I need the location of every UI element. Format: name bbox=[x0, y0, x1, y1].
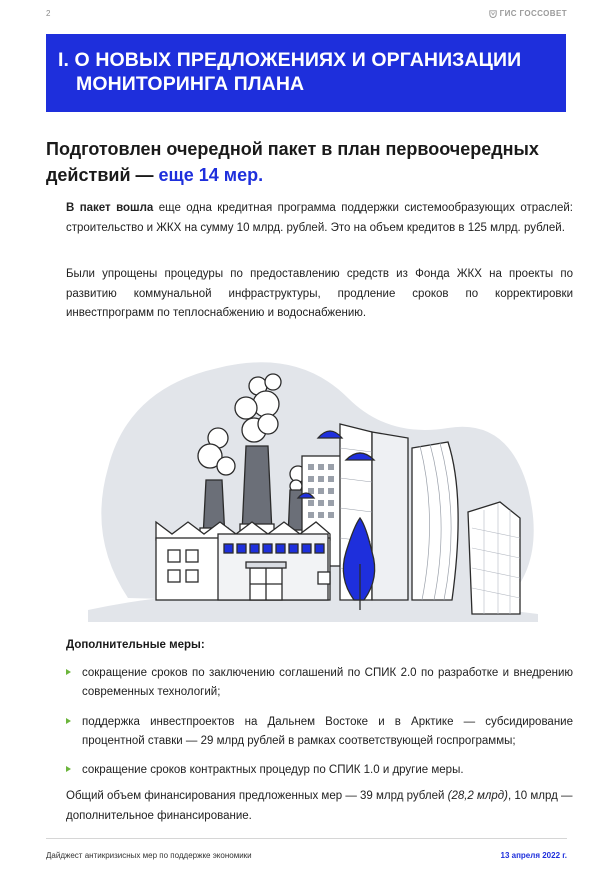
funding-summary bbox=[66, 787, 573, 826]
brand-name: ГИС ГОССОВЕТ bbox=[499, 9, 567, 18]
twisted-tower bbox=[412, 442, 458, 600]
bullet-arrow-icon bbox=[66, 669, 71, 675]
paragraph-housing-fund: Были упрощены процедуры по предоставлению средств из Фонда ЖКХ на проекты по развитию коммунальной инфраструктуры, продление сроков по корректировки инвестпрограмм по теплоснабжению и водоснабжению. bbox=[66, 268, 573, 319]
headline-line1: Подготовлен очередной пакет в план первоочередных bbox=[46, 139, 539, 159]
headline-line2 bbox=[46, 162, 576, 188]
section-banner bbox=[46, 34, 566, 112]
paragraph-lead: В пакет вошла bbox=[66, 202, 154, 214]
factory-building bbox=[156, 522, 330, 600]
headline-accent: еще 14 мер. bbox=[158, 165, 264, 185]
brand-logo bbox=[489, 9, 567, 18]
measure-text: поддержка инвестпроектов на Дальнем Востоке и в Арктике — субсидирование процентной ставки — 29 млрд рублей в рамках соответствующей госпрограммы; bbox=[82, 716, 573, 747]
factory-and-city-illustration bbox=[68, 338, 548, 628]
bullet-arrow-icon bbox=[66, 766, 71, 772]
paragraph-body: еще одна кредитная программа поддержки системообразующих отраслей: строительство и ЖКХ на сумму 10 млрд. рублей. Это на объем кредитов в 125 млрд. рублей. bbox=[66, 202, 573, 234]
measure-text: сокращение сроков контрактных процедур по СПИК 1.0 и другие меры. bbox=[82, 764, 464, 776]
page-headline bbox=[46, 136, 576, 188]
section-title-line1: I. О НОВЫХ ПРЕДЛОЖЕНИЯХ И ОРГАНИЗАЦИИ bbox=[58, 49, 522, 71]
measure-text: сокращение сроков по заключению соглашений по СПИК 2.0 по разработке и внедрению современных технологий; bbox=[82, 667, 573, 698]
measure-item bbox=[66, 664, 573, 701]
measures-title: Дополнительные меры: bbox=[66, 639, 205, 651]
paragraph-credit-program bbox=[66, 199, 573, 238]
measure-item bbox=[66, 761, 573, 780]
page-number: 2 bbox=[46, 9, 51, 18]
summary-text-b: , 10 млрд — дополнительное финансирование. bbox=[66, 790, 573, 822]
glass-tower bbox=[468, 502, 520, 614]
summary-text-a: Общий объем финансирования предложенных мер — 39 млрд рублей bbox=[66, 790, 448, 802]
headline-prefix: действий — bbox=[46, 165, 159, 185]
summary-italic: (28,2 млрд) bbox=[447, 790, 508, 802]
footer-divider bbox=[46, 838, 567, 839]
measure-item bbox=[66, 713, 573, 750]
section-title-line2: МОНИТОРИНГА ПЛАНА bbox=[76, 73, 305, 95]
footer-date: 13 апреля 2022 г. bbox=[500, 851, 567, 860]
bullet-arrow-icon bbox=[66, 718, 71, 724]
emblem-icon bbox=[489, 10, 497, 18]
footer-digest-title: Дайджест антикризисных мер по поддержке экономики bbox=[46, 851, 252, 860]
